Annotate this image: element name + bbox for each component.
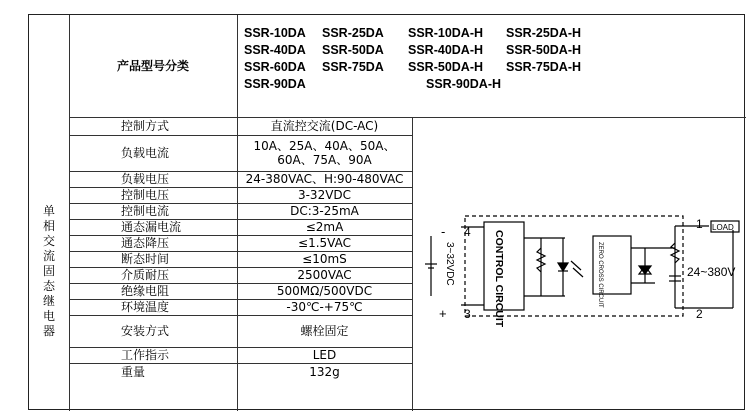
spec-value: ≤1.5VAC (298, 236, 351, 250)
model-item: SSR-25DA-H (506, 26, 582, 40)
spec-name: 介质耐压 (121, 268, 170, 282)
model-item: SSR-50DA-H (408, 60, 484, 74)
pin-2-label: 2 (696, 307, 703, 321)
spec-name: 控制方式 (121, 119, 170, 133)
spec-value: 10A、25A、40A、50A、 60A、75A、90A (253, 139, 396, 167)
model-item: SSR-40DA (244, 43, 306, 57)
model-item: SSR-60DA (244, 60, 306, 74)
wiring-diagram (413, 118, 745, 410)
spec-value: ≤10mS (302, 252, 347, 266)
model-item: SSR-90DA (244, 77, 306, 91)
control-circuit-label: CONTROL CIRCUIT (493, 230, 505, 328)
spec-name: 通态降压 (121, 236, 170, 250)
spec-value: 2500VAC (297, 268, 352, 282)
spec-name: 控制电压 (121, 188, 170, 202)
model-item: SSR-75DA (322, 60, 384, 74)
spec-value: 24-380VAC、H:90-480VAC (245, 172, 404, 186)
pin-1-label: 1 (696, 217, 703, 231)
model-list (244, 25, 634, 93)
spec-name: 环境温度 (121, 300, 170, 314)
spec-value: 螺栓固定 (300, 324, 349, 338)
spec-name: 工作指示 (121, 348, 170, 362)
dc-range-label: 3~32VDC (444, 242, 455, 286)
model-item: SSR-10DA-H (408, 26, 484, 40)
pin-3-label: 3 (464, 307, 471, 321)
ac-range-label: 24~380V (687, 265, 736, 279)
plus-label: + (439, 306, 447, 321)
spec-name: 重量 (121, 364, 146, 379)
load-label: LOAD (712, 223, 734, 232)
model-item: SSR-50DA (322, 43, 384, 57)
spec-name: 安装方式 (121, 324, 170, 338)
pin-4-label: 4 (464, 225, 471, 239)
spec-name: 负载电压 (121, 172, 170, 186)
model-item: SSR-50DA-H (506, 43, 582, 57)
spec-value: 500MΩ/500VDC (276, 284, 373, 298)
spec-table (28, 14, 745, 410)
spec-value: 132g (309, 364, 340, 379)
zero-cross-label: ZERO CROSS CIRCUIT (597, 242, 603, 308)
spec-value: 3-32VDC (297, 188, 352, 202)
spec-name: 负载电流 (121, 146, 170, 160)
spec-value: 直流控交流(DC-AC) (270, 119, 379, 133)
product-type-label: 单 相 交 流 固 态 继 电 器 (42, 203, 55, 338)
spec-value: ≤2mA (305, 220, 344, 234)
minus-label: - (441, 224, 446, 239)
model-category-label: 产品型号分类 (116, 59, 189, 73)
model-item: SSR-25DA (322, 26, 384, 40)
spec-name: 通态漏电流 (121, 220, 182, 234)
model-item: SSR-75DA-H (506, 60, 582, 74)
model-item: SSR-40DA-H (408, 43, 484, 57)
spec-name: 断态时间 (121, 252, 170, 266)
spec-value: LED (312, 348, 337, 362)
model-item: SSR-10DA (244, 26, 306, 40)
spec-name: 控制电流 (121, 204, 170, 218)
spec-name: 绝缘电阻 (121, 284, 170, 298)
spec-value: -30℃-+75℃ (286, 300, 363, 314)
model-item: SSR-90DA-H (426, 77, 502, 91)
spec-value: DC:3-25mA (290, 204, 359, 218)
